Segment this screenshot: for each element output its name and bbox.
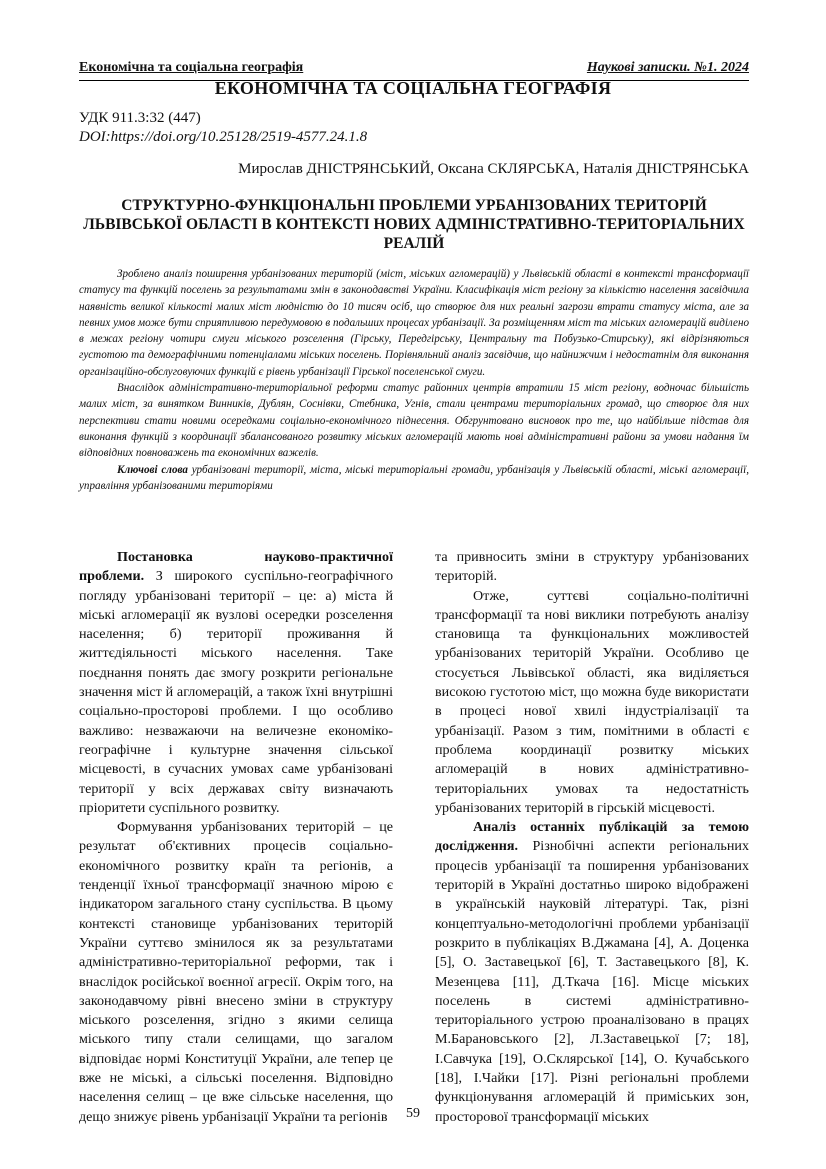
- udc-code: УДК 911.3:32 (447): [79, 110, 201, 126]
- keywords-label: Ключові слова: [117, 463, 188, 476]
- abstract-paragraph: Зроблено аналіз поширення урбанізованих територій (міст, міських агломерацій) у Львівській області в контексті трансформації статусу та функцій поселень за результатами змін в законодавстві України. Класифікація міст регіону за кількістю населення засвідчила наявність великої кількості малих міст людністю до 10 тисяч осіб, що створює для них реальні загрози втрати статусу міста, але за певних умов може бути сприятливою передумовою в подальших процесах урбанізації. За розміщенням міст та міських агломерацій виділено в межах регіону чотири смуги міського розселення (Гірську, Передгірську, Центральну та Побузько-Стирську), які відрізняються густотою та демографічними потенціалами міських поселень. Порівняльний аналіз засвідчив, що найнижчим і недостатнім для виконання організаційно-обслуговуючих функцій є рівень урбанізації Гірської поселенської смуги.: [79, 268, 749, 378]
- journal-section-label: Економічна та соціальна географія: [79, 60, 304, 75]
- keywords: [79, 462, 749, 495]
- body-column-left: [79, 548, 393, 1127]
- doi-link[interactable]: DOI:https://doi.org/10.25128/2519-4577.24.1.8: [79, 129, 368, 145]
- journal-issue-label: Наукові записки. №1. 2024: [586, 60, 749, 75]
- body-paragraph: Отже, суттєві соціально-політичні трансформації та нові виклики потребують аналізу становища та функціональних можливостей урбанізованих територій України. Особливо це стосується Львівської області, яка виділяється високою густотою міст, що можна буде використати в процесі нової хвилі індустріалізації та урбанізації. Разом з тим, помітними в області є проблема координації розвитку міських агломерацій в нових адміністративно-територіальних умовах та недостатність урбанізованих територій в гірській місцевості.: [435, 587, 749, 816]
- article-title: СТРУКТУРНО-ФУНКЦІОНАЛЬНІ ПРОБЛЕМИ УРБАНІЗОВАНИХ ТЕРИТОРІЙ ЛЬВІВСЬКОЇ ОБЛАСТІ В КОНТЕКСТІ НОВИХ АДМІНІСТРАТИВНО-ТЕРИТОРІАЛЬНИХ РЕАЛІЙ: [83, 197, 745, 252]
- section-title: ЕКОНОМІЧНА ТА СОЦІАЛЬНА ГЕОГРАФІЯ: [214, 78, 612, 98]
- abstract-paragraph: Внаслідок адміністративно-територіальної реформи статус районних центрів втратили 15 міст регіону, водночас більшість малих міст, за винятком Винників, Дублян, Соснівки, Стебника, Угнів, стали центрами територіальних громад, що створює для них перспективи стати новими осередками соціально-економічного піднесення. Обгрунтовано висновок про те, що найбільше підстав для виконання функцій з координації збалансованого розвитку міських агломерацій мають нові адміністративні райони за умови надання їм відповідних повноважень та економічних важелів.: [79, 382, 749, 460]
- body-paragraph: та привносить зміни в структуру урбанізованих територій.: [435, 549, 749, 585]
- abstract: [79, 266, 749, 494]
- authors: Мирослав ДНІСТРЯНСЬКИЙ, Оксана СКЛЯРСЬКА, Наталія ДНІСТРЯНСЬКА: [238, 161, 749, 177]
- body-column-right: [435, 548, 749, 1127]
- subsection-heading: Постановка науково-практичної проблеми.: [79, 549, 393, 585]
- subsection-heading: Аналіз останніх публікацій за темою дослідження.: [435, 819, 749, 855]
- body-paragraph: Аналіз останніх публікацій за темою дослідження. Різнобічні аспекти регіональних процесів урбанізації та поширення урбанізованих територій в Україні достатньо широко відображені в українській науковій літературі. Так, різні концептуально-методологічні проблеми урбанізації розкрито в публікаціях В.Джамана [4], А. Доценка [5], О. Заставецької [6], Т. Заставецького [8], К. Мезенцева [11], Д.Ткача [16]. Місце міських поселень в системі адміністративно-територіального устрою проаналізовано в працях М.Барановського [2], Л.Заставецької [7; 18], І.Савчука [19], О.Склярської [14], О. Кучабського [18], І.Чайки [17]. Різні регіональні проблеми функціонування агломерацій й приміських зон, просторової трансформації міських: [435, 819, 749, 1125]
- body-paragraph: Формування урбанізованих територій – це результат об'єктивних процесів соціально-економічного розвитку країн та регіонів, а тенденції їхньої трансформації значною мірою є індикатором загального стану суспільства. В цьому контексті становище урбанізованих територій України суттєво змінилося як за результатами адміністративно-територіальної реформи, так і внаслідок російської воєнної агресії. Окрім того, на законодавчому рівні внесено зміни в структуру міського розселення, згідно з якими селища міського типу стали селищами, що загалом відповідає нормі Конституції України, але тепер це вже не міські, а сільські поселення. Відповідно населення селищ – це вже сільське населення, що дещо знижує рівень урбанізації України та регіонів: [79, 819, 393, 1125]
- keywords-text: урбанізовані території, міста, міські територіальні громади, урбанізація у Львівській області, міські агломерації, управління урбанізованими територіями: [79, 463, 749, 492]
- body-paragraph: Постановка науково-практичної проблеми. З широкого суспільно-географічного погляду урбанізовані території – це: а) міста й міські агломерації як вузлові осередки розселення населення; б) території проживання й життєдіяльності міського населення. Таке поєднання понять дає змогу розкрити регіональне значення міст й агломерацій, а також їхні внутрішні соціально-просторові проблеми. І що особливо важливо: незважаючи на величезне економіко-географічне і культурне значення сільської місцевості, в сучасних умовах саме урбанізовані території у всіх державах світу визначають пріоритети суспільного розвитку.: [79, 549, 393, 816]
- page-number: 59: [406, 1106, 420, 1121]
